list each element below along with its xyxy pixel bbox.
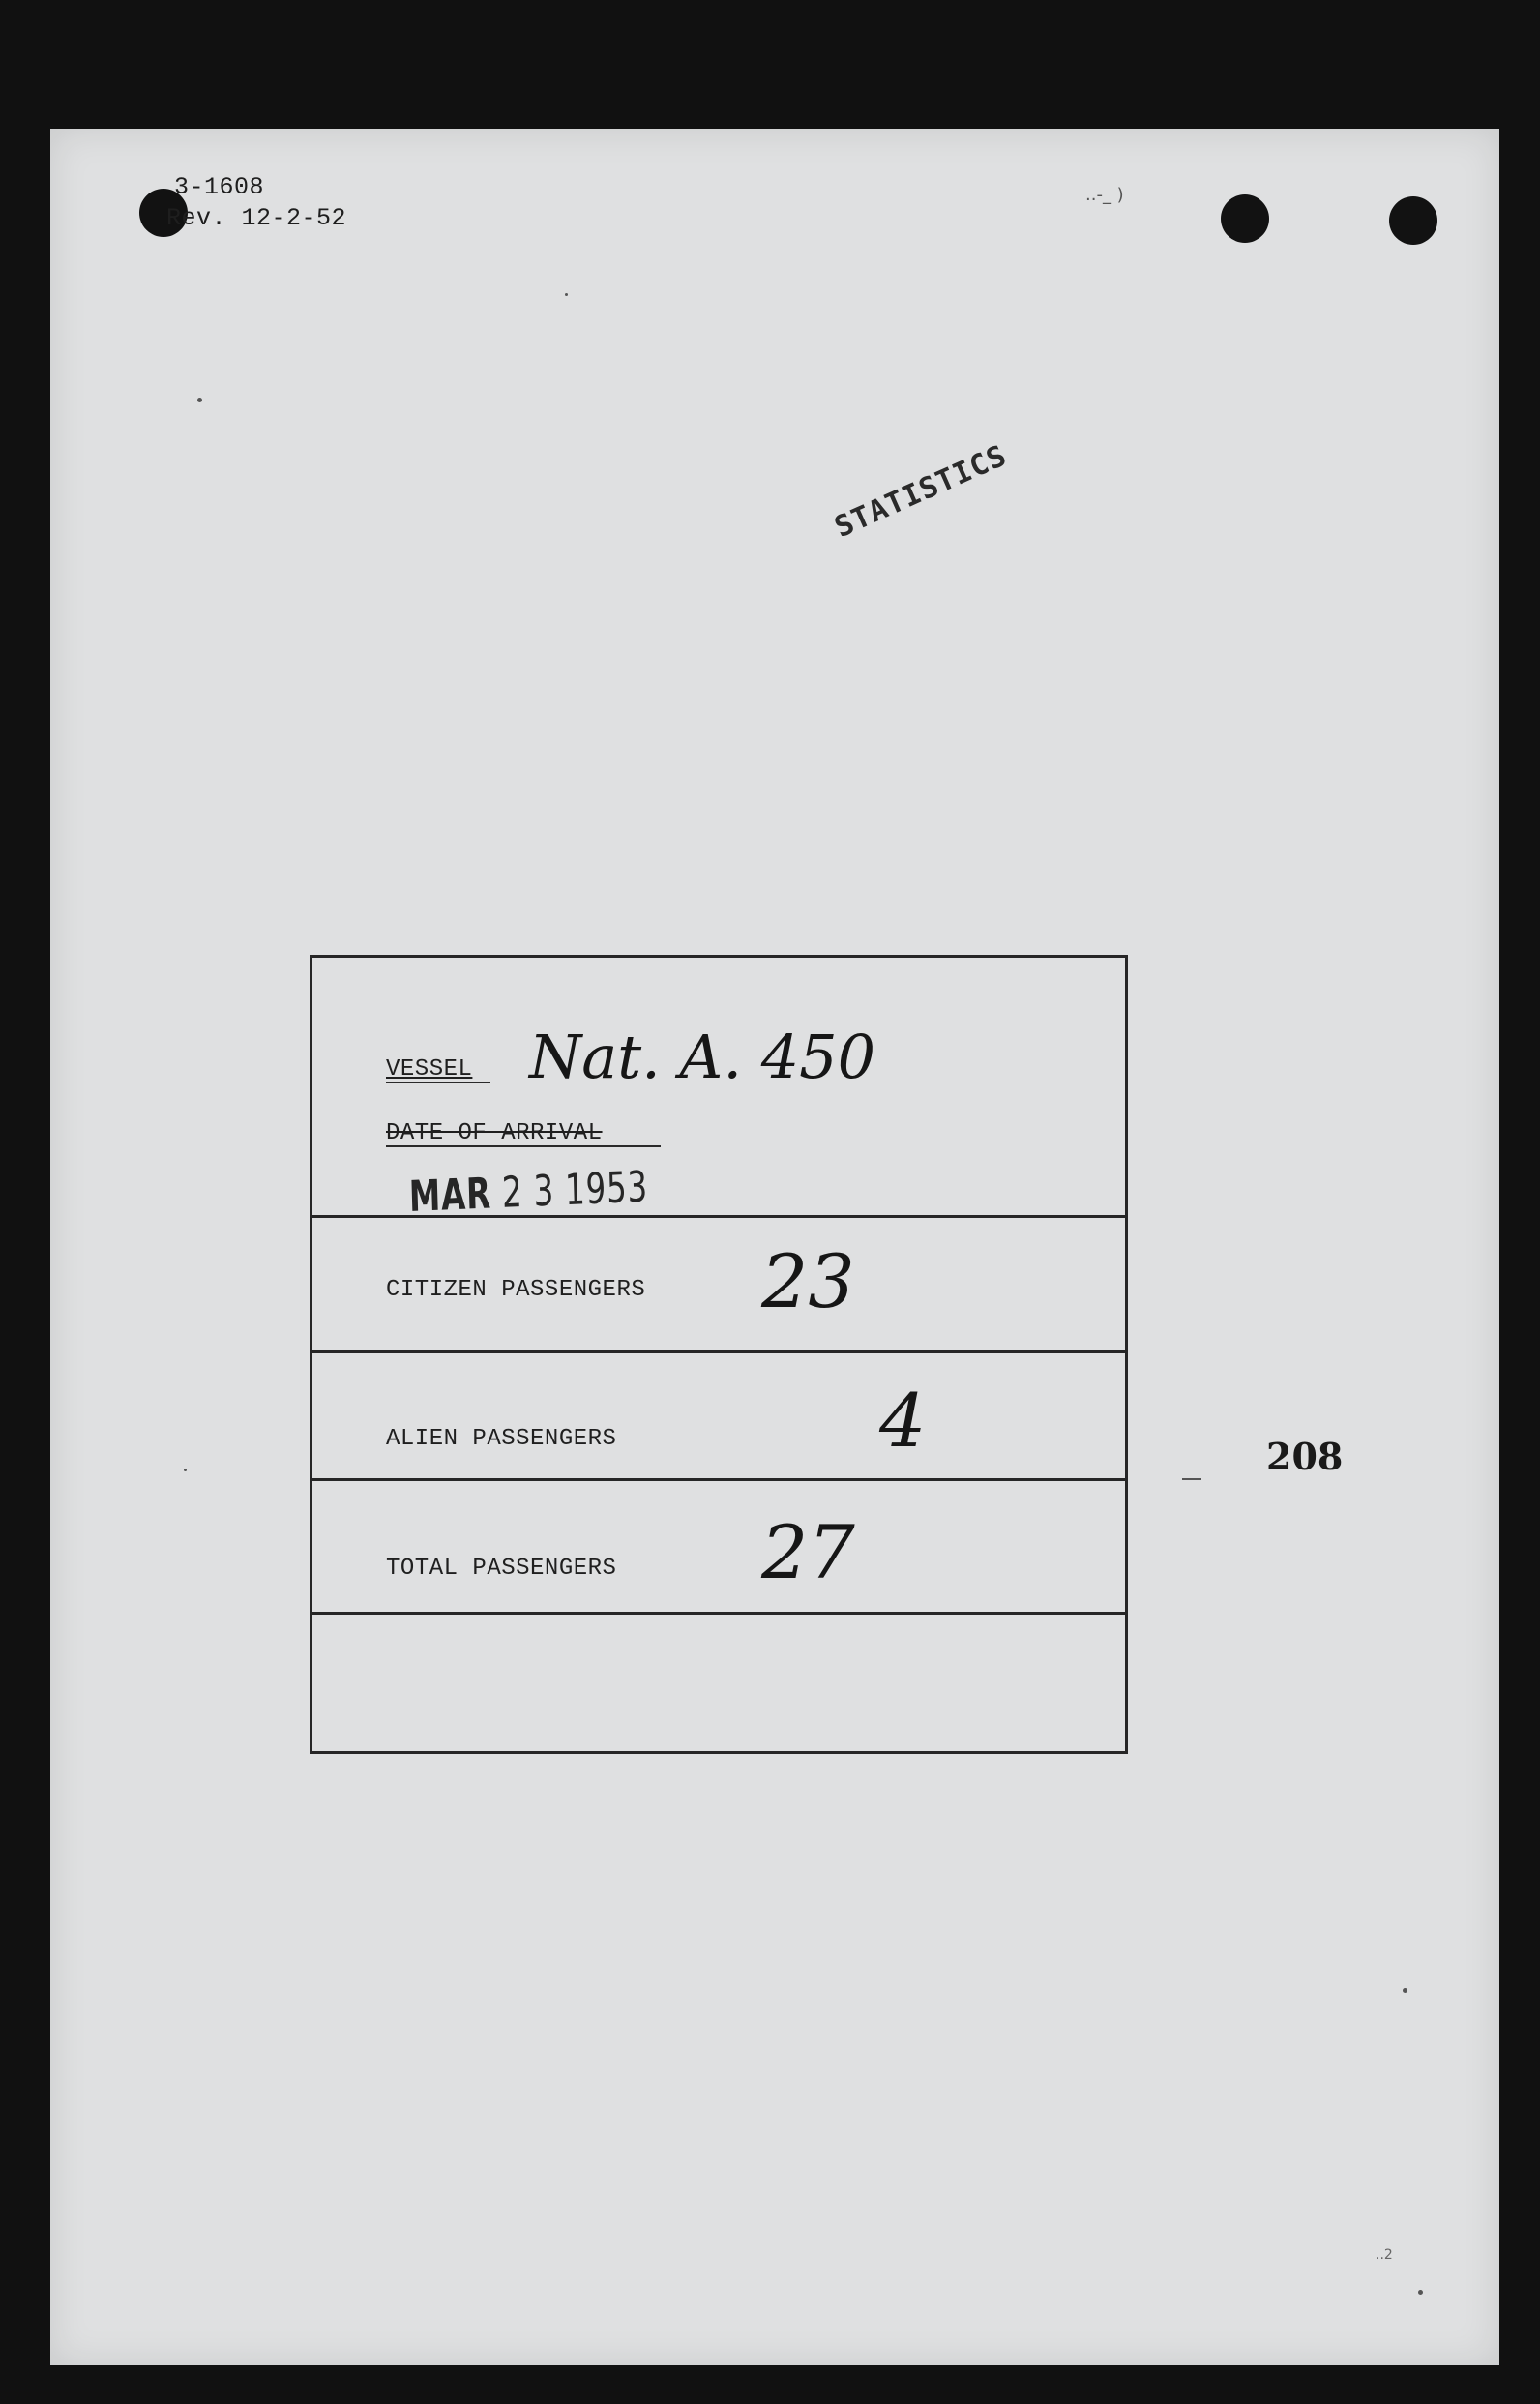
date-month: MAR [408, 1169, 492, 1222]
citizen-passengers-label: CITIZEN PASSENGERS [386, 1277, 646, 1303]
date-of-arrival-label: DATE OF ARRIVAL [386, 1120, 603, 1146]
passenger-form [310, 955, 1128, 1754]
total-passengers-label: TOTAL PASSENGERS [386, 1556, 617, 1582]
date-of-arrival-stamp [408, 1162, 648, 1221]
citizen-passengers-value: 23 [761, 1238, 855, 1324]
revision-date: Rev. 12-2-52 [166, 204, 347, 232]
form-number: 3-1608 [174, 173, 265, 201]
speck [565, 293, 568, 296]
speck [184, 1469, 187, 1471]
row-divider [312, 1612, 1125, 1615]
row-divider [312, 1478, 1125, 1481]
row-divider [312, 1350, 1125, 1353]
vessel-label: VESSEL [386, 1056, 473, 1083]
alien-passengers-label: ALIEN PASSENGERS [386, 1426, 617, 1452]
date-day-year: 2 3 1953 [501, 1162, 649, 1218]
corner-mark: ..-_ ) [1085, 185, 1124, 205]
speck [1403, 1988, 1407, 1993]
date-underline [386, 1145, 661, 1147]
statistics-stamp: STATISTICS [829, 438, 1013, 545]
margin-dash [1182, 1478, 1201, 1480]
punch-hole-right-2 [1389, 196, 1437, 245]
paper-sheet [50, 129, 1499, 2365]
vessel-underline [386, 1082, 490, 1083]
alien-passengers-value: 4 [879, 1378, 927, 1464]
row-divider [312, 1215, 1125, 1218]
total-passengers-value: 27 [761, 1509, 855, 1595]
punch-hole-right-1 [1221, 194, 1269, 243]
speck [1418, 2290, 1423, 2295]
vessel-value: Nat. A. 450 [529, 1022, 876, 1092]
page-number: 208 [1266, 1435, 1344, 1478]
speck [197, 398, 202, 402]
bottom-mark: ..2 [1376, 2247, 1393, 2263]
